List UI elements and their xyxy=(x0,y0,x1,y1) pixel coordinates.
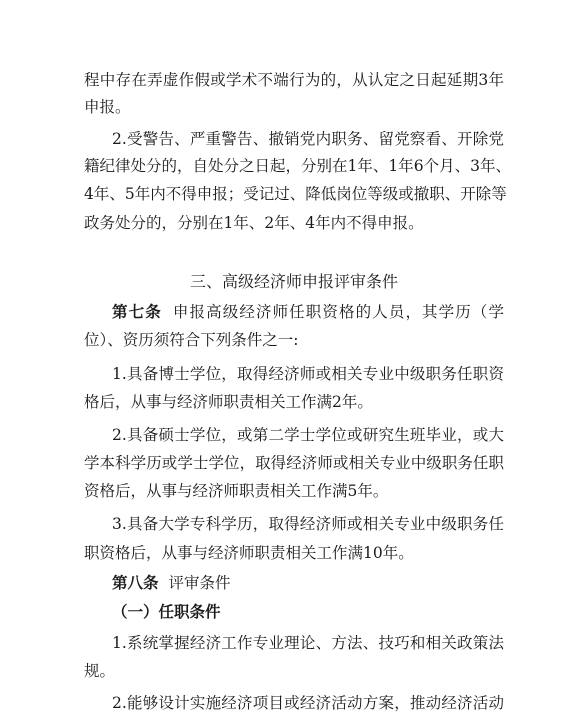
article-8-line xyxy=(112,573,504,593)
section-title: 三、高级经济师申报评审条件 xyxy=(189,272,398,291)
text-line: 2.具备硕士学位，或第二学士学位或研究生班毕业，或大 xyxy=(112,426,504,444)
text-line: 资格后，从事与经济师职责相关工作满5年。 xyxy=(84,482,389,500)
text-line: 位）、资历须符合下列条件之一: xyxy=(84,331,299,349)
text-line: 规。 xyxy=(84,662,116,680)
text-line: 3.具备大学专科学历，取得经济师或相关专业中级职务任 xyxy=(112,515,504,533)
text-line: 政务处分的，分别在1年、2年、4年内不得申报。 xyxy=(84,214,424,232)
text-line: 2.能够设计实施经济项目或经济活动方案，推动经济活动 xyxy=(112,694,504,712)
article-7-label: 第七条 xyxy=(112,303,162,321)
article-8-text: 评审条件 xyxy=(168,574,231,592)
subsection-title: （一）任职条件 xyxy=(112,603,221,621)
article-8-label: 第八条 xyxy=(112,574,159,592)
text-line: 籍纪律处分的，自处分之日起，分别在1年、1年6个月、3年、 xyxy=(84,157,511,175)
text-line: 1.系统掌握经济工作专业理论、方法、技巧和相关政策法 xyxy=(112,634,504,652)
text-line: 程中存在弄虚作假或学术不端行为的，从认定之日起延期3年 xyxy=(84,71,504,89)
text-line: 申报。 xyxy=(84,98,131,116)
text-line: 格后，从事与经济师职责相关工作满2年。 xyxy=(84,393,373,411)
text-line: 职资格后，从事与经济师职责相关工作满10年。 xyxy=(84,544,414,562)
text-line: 学本科学历或学士学位，取得经济师或相关专业中级职务任职 xyxy=(84,454,504,472)
article-7-text: 申报高级经济师任职资格的人员，其学历（学 xyxy=(171,303,504,321)
text-line: 1.具备博士学位，取得经济师或相关专业中级职务任职资 xyxy=(112,365,504,383)
article-7-line xyxy=(112,302,504,322)
text-line: 4年、5年内不得申报；受记过、降低岗位等级或撤职、开除等 xyxy=(84,185,507,203)
text-line: 2.受警告、严重警告、撤销党内职务、留党察看、开除党 xyxy=(112,130,504,148)
